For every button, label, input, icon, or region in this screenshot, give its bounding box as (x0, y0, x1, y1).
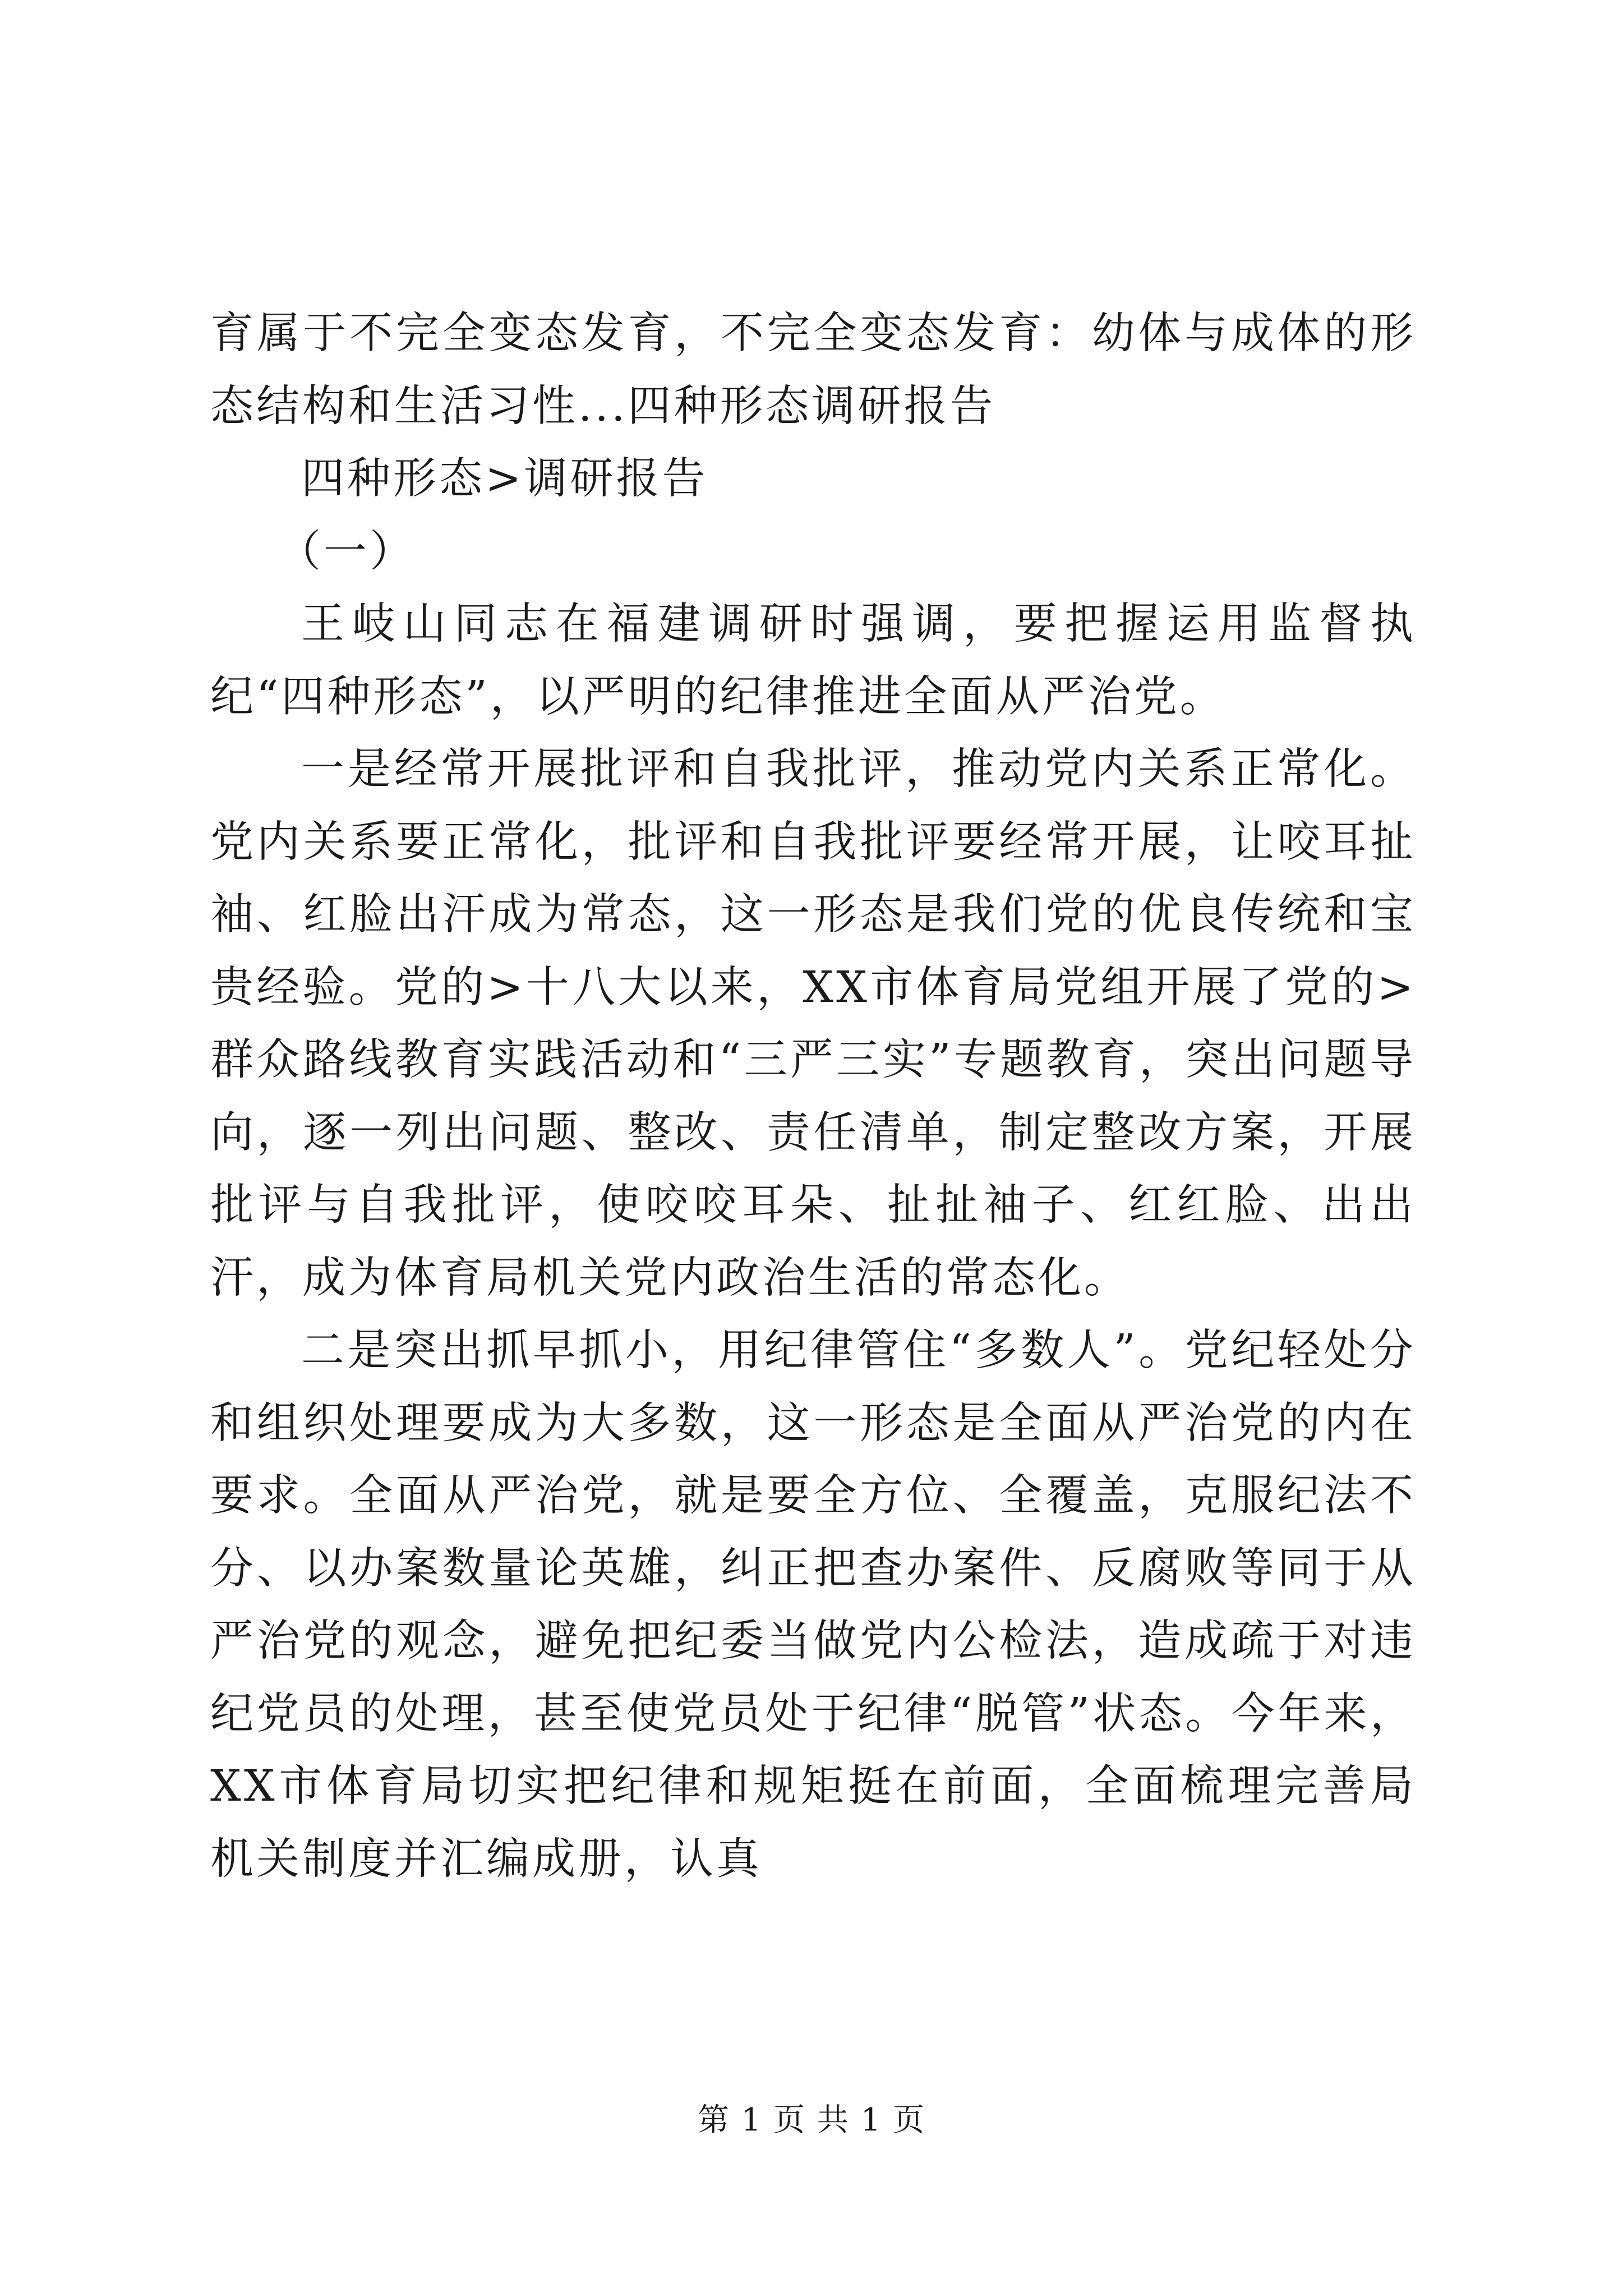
page-footer: 第 1 页 共 1 页 (697, 2102, 926, 2138)
paragraph-intro: 王岐山同志在福建调研时强调，要把握运用监督执纪“四种形态”，以严明的纪律推进全面从严治党。 (210, 599, 1416, 722)
paragraph-section-number: （一） (278, 526, 416, 577)
paragraph-heading: 四种形态>调研报告 (301, 454, 708, 504)
paragraph-continuation: 育属于不完全变态发育，不完全变态发育：幼体与成体的形态结构和生活习性...四种形态调研报告 (210, 309, 1416, 431)
paragraph-form-one: 一是经常开展批评和自我批评，推动党内关系正常化。党内关系要正常化，批评和自我批评要经常开展，让咬耳扯袖、红脸出汗成为常态，这一形态是我们党的优良传统和宝贵经验。党的>十八大以来，XX市体育局党组开展了党的>群众路线教育实践活动和“三严三实”专题教育，突出问题导向，逐一列出问题、整改、责任清单，制定整改方案，开展批评与自我批评，使咬咬耳朵、扯扯袖子、红红脸、出出汗，成为体育局机关党内政治生活的常态化。 (210, 744, 1416, 1303)
document-body (210, 297, 1416, 1895)
paragraph-form-two: 二是突出抓早抓小，用纪律管住“多数人”。党纪轻处分和组织处理要成为大多数，这一形态是全面从严治党的内在要求。全面从严治党，就是要全方位、全覆盖，克服纪法不分、以办案数量论英雄，纠正把查办案件、反腐败等同于从严治党的观念，避免把纪委当做党内公检法，造成疏于对违纪党员的处理，甚至使党员处于纪律“脱管”状态。今年来，XX市体育局切实把纪律和规矩挺在前面，全面梳理完善局机关制度并汇编成册，认真 (210, 1326, 1416, 1884)
